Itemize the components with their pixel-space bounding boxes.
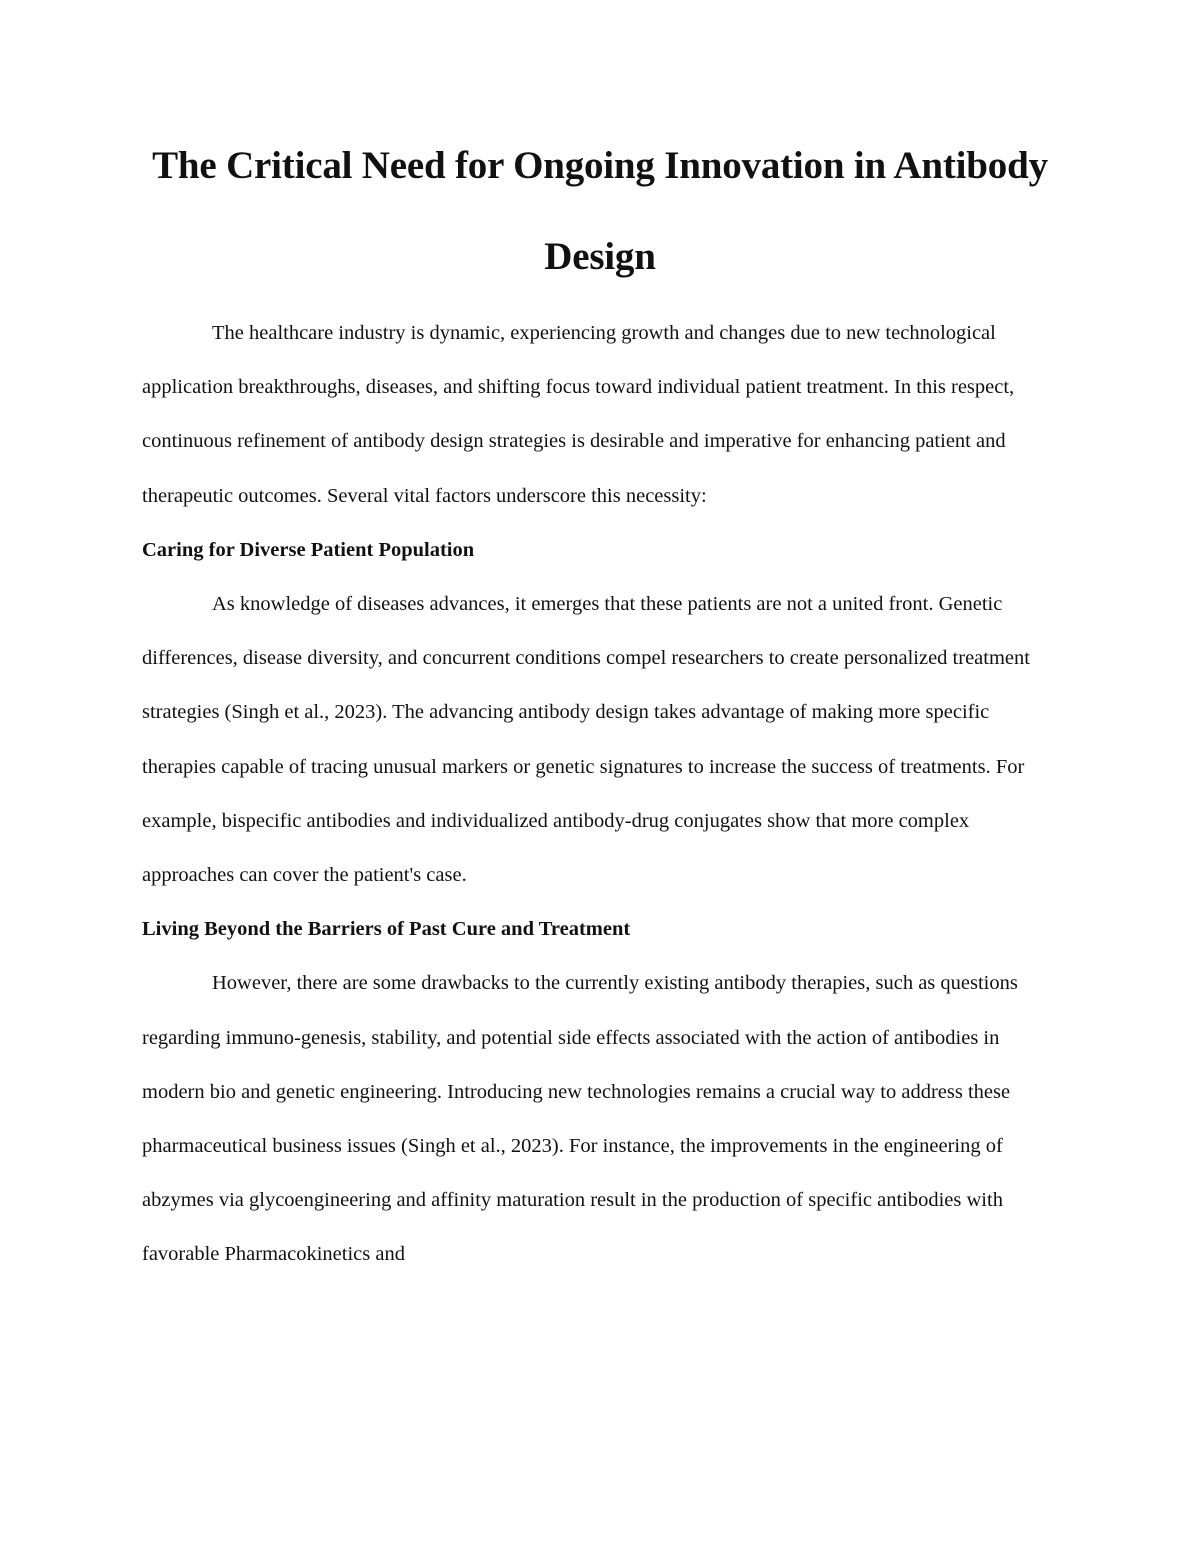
intro-paragraph: The healthcare industry is dynamic, experiencing growth and changes due to new technological application breakthroughs, diseases, and shifting focus toward individual patient treatment. In this respect, continuous refinement of antibody design strategies is desirable and imperative for enhancing patient and therapeutic outcomes. Several vital factors underscore this necessity:: [142, 322, 1015, 507]
document-title: The Critical Need for Ongoing Innovation in Antibody Design: [152, 144, 1048, 278]
section-heading-diverse-patients: Caring for Diverse Patient Population: [142, 538, 475, 561]
document-body: [142, 120, 1058, 1282]
section-paragraph-beyond-barriers: However, there are some drawbacks to the currently existing antibody therapies, such as questions regarding immuno-genesis, stability, and potential side effects associated with the action of antibodies in modern bio and genetic engineering. Introducing new technologies remains a crucial way to address these pharmaceutical business issues (Singh et al., 2023). For instance, the improvements in the engineering of abzymes via glycoengineering and affinity maturation result in the production of specific antibodies with favorable Pharmacokinetics and: [142, 972, 1018, 1266]
title-block: [142, 120, 1058, 302]
section-paragraph-diverse-patients: As knowledge of diseases advances, it emerges that these patients are not a united front. Genetic differences, disease diversity, and concurrent conditions compel researchers to create personalized treatment strategies (Singh et al., 2023). The advancing antibody design takes advantage of making more specific therapies capable of tracing unusual markers or genetic signatures to increase the success of treatments. For example, bispecific antibodies and individualized antibody-drug conjugates show that more complex approaches can cover the patient's case.: [142, 593, 1030, 887]
section-heading-beyond-barriers: Living Beyond the Barriers of Past Cure and Treatment: [142, 918, 631, 941]
